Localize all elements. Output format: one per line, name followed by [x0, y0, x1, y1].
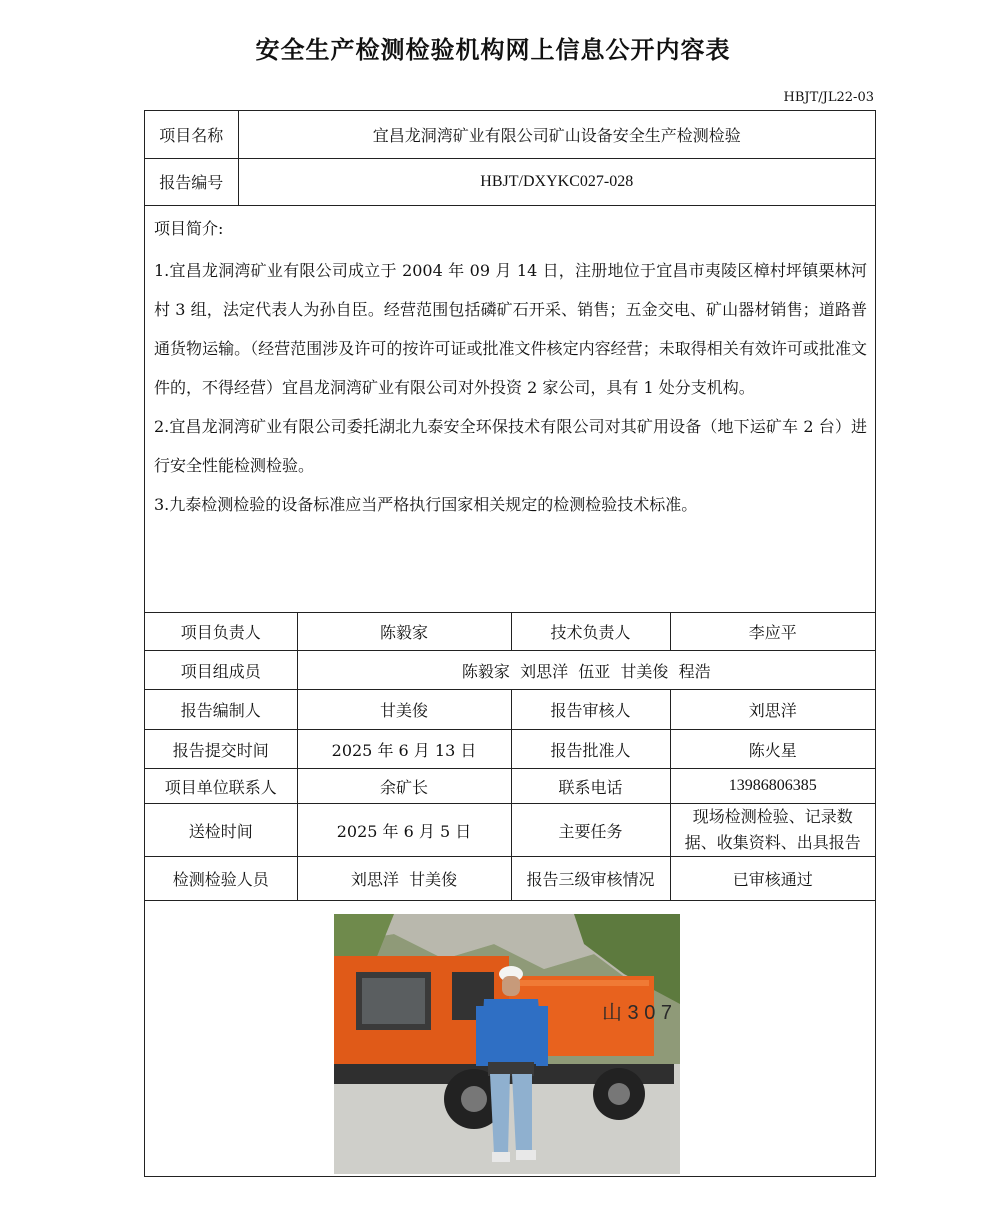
task-line-2: 据、收集资料、出具报告	[684, 833, 861, 852]
project-header-table	[145, 111, 875, 206]
reviewer-value: 刘思洋	[670, 690, 875, 730]
phone-value: 13986806385	[670, 769, 875, 804]
project-name-label: 项目名称	[145, 111, 238, 158]
send-time-label: 送检时间	[145, 804, 297, 857]
truck-number-text: 山 3 0 7	[602, 1002, 673, 1024]
project-name-value: 宜昌龙洞湾矿业有限公司矿山设备安全生产检测检验	[238, 111, 875, 158]
send-time-value: 2025 年 6 月 5 日	[297, 804, 511, 857]
members-value: 陈毅家 刘思洋 伍亚 甘美俊 程浩	[297, 651, 875, 690]
document-code: HBJT/JL22-03	[783, 90, 874, 105]
intro-heading: 项目简介:	[154, 218, 224, 238]
submit-time-label: 报告提交时间	[145, 730, 297, 769]
intro-paragraph-3: 3.九泰检测检验的设备标准应当严格执行国家相关规定的检测检验技术标准。	[154, 494, 698, 514]
author-value: 甘美俊	[297, 690, 511, 730]
tech-leader-value: 李应平	[670, 613, 875, 651]
contact-label: 项目单位联系人	[145, 769, 297, 804]
intro-paragraph-1: 1.宜昌龙洞湾矿业有限公司成立于 2004 年 09 月 14 日，注册地位于宜昌市夷陵区樟村坪镇栗林河村 3 组，法定代表人为孙自臣。经营范围包括磷矿石开采、销售；五金交电、矿山器材销售；道路普通货物运输。（经营范围涉及许可的按许可证或批准文件核定内容经营；未取得相关有效许可或批准文件的，不得经营）宜昌龙洞湾矿业有限公司对外投资 2 家公司，具有 1 处分支机构。	[154, 260, 867, 397]
inspectors-label: 检测检验人员	[145, 857, 297, 901]
intro-paragraph-2: 2.宜昌龙洞湾矿业有限公司委托湖北九泰安全环保技术有限公司对其矿用设备（地下运矿车 2 台）进行安全性能检测检验。	[154, 416, 867, 475]
report-number-value: HBJT/DXYKC027-028	[238, 158, 875, 205]
leader-label: 项目负责人	[145, 613, 297, 651]
phone-label: 联系电话	[511, 769, 670, 804]
worker-shirt	[480, 999, 544, 1064]
approver-label: 报告批准人	[511, 730, 670, 769]
submit-time-value: 2025 年 6 月 13 日	[297, 730, 511, 769]
audit-value: 已审核通过	[670, 857, 875, 901]
author-label: 报告编制人	[145, 690, 297, 730]
audit-label: 报告三级审核情况	[511, 857, 670, 901]
task-value	[670, 804, 875, 857]
report-number-label: 报告编号	[145, 158, 238, 205]
page-title: 安全生产检测检验机构网上信息公开内容表	[255, 35, 731, 64]
tech-leader-label: 技术负责人	[511, 613, 670, 651]
task-label: 主要任务	[511, 804, 670, 857]
leader-value: 陈毅家	[297, 613, 511, 651]
info-form	[144, 110, 876, 1177]
inspectors-value: 刘思洋 甘美俊	[297, 857, 511, 901]
reviewer-label: 报告审核人	[511, 690, 670, 730]
site-photo	[334, 914, 680, 1174]
members-label: 项目组成员	[145, 651, 297, 690]
task-line-1: 现场检测检验、记录数	[692, 807, 853, 826]
project-intro	[145, 206, 875, 613]
photo-cell	[145, 901, 875, 1180]
site-photo-graphic	[334, 914, 680, 1174]
personnel-table	[145, 613, 875, 902]
contact-value: 余矿长	[297, 769, 511, 804]
approver-value: 陈火星	[670, 730, 875, 769]
